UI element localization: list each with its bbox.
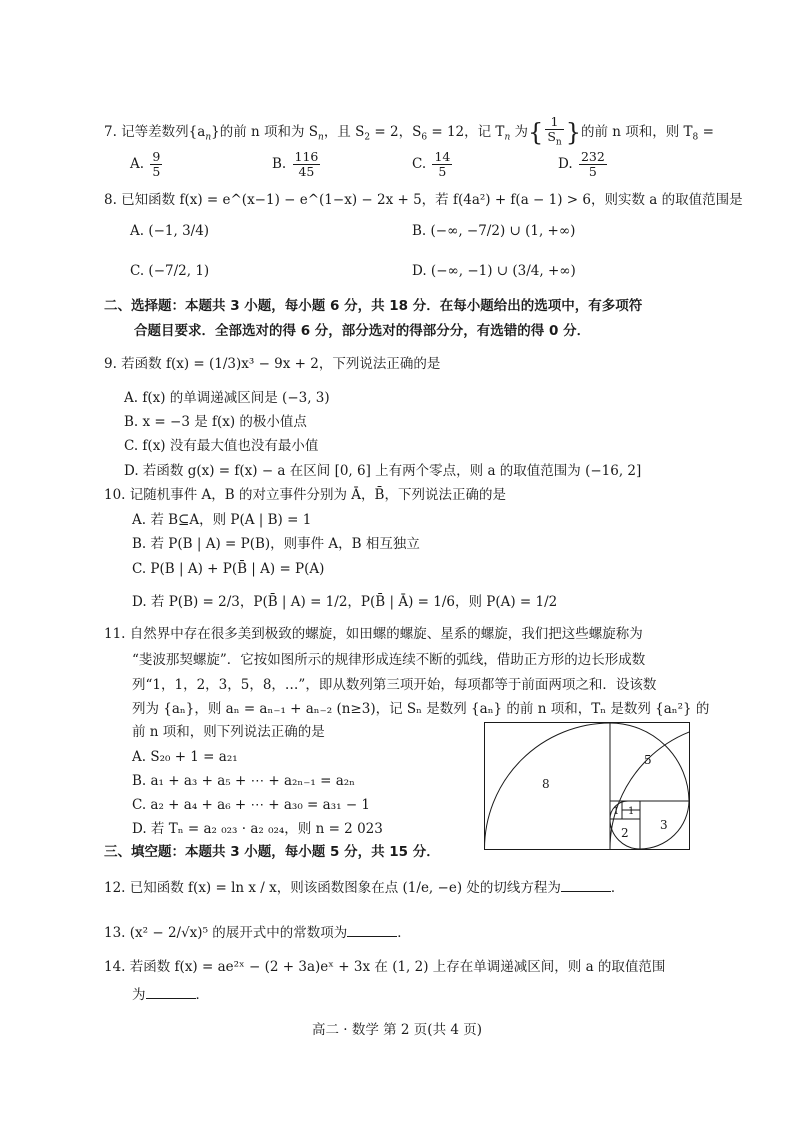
q10-option-b: B. 若 P(B | A) = P(B)，则事件 A，B 相互独立 (132, 536, 420, 552)
q9-stem: 9. 若函数 f(x) = (1/3)x³ − 9x + 2，下列说法正确的是 (104, 356, 441, 372)
q8-option-b: B. (−∞, −7/2) ∪ (1, +∞) (412, 223, 576, 239)
q11-option-a: A. S₂₀ + 1 = a₂₁ (132, 749, 238, 765)
q7-stem: 7. 记等差数列$\{a_n\}$的前 n 项和为 $S_n$，且 $S_2 = 2$，$S_6 = 12$，记 $T_n$ 为{ $\frac{1}{S_n}$ }的前 n 项和，则 $T_8$ = (104, 114, 714, 148)
q12-stem: 12. 已知函数 f(x) = ln x / x，则该函数图象在点 (1/e, −e) 处的切线方程为 ． (104, 880, 625, 896)
fig-label-5: 5 (644, 753, 652, 767)
q8-option-c: C. (−7/2, 1) (130, 263, 210, 279)
fig-label-2: 2 (621, 826, 629, 840)
q11-line-1: 11. 自然界中存在很多美到极致的螺旋，如田螺的螺旋、星系的螺旋，我们把这些螺旋称为 (104, 626, 643, 642)
q13-answer-blank[interactable] (347, 923, 397, 937)
q14-line-1: 14. 若函数 f(x) = ae²ˣ − (2 + 3a)eˣ + 3x 在 (1, 2) 上存在单调递减区间，则 a 的取值范围 (104, 959, 666, 975)
q11-option-c: C. a₂ + a₄ + a₆ + ⋯ + a₃₀ = a₃₁ − 1 (132, 797, 371, 813)
q7-option-b: B. $\frac{116}{45}$ (272, 149, 319, 179)
fibonacci-spiral-figure (484, 722, 690, 850)
section-2-heading: 二、选择题：本题共 3 小题，每小题 6 分，共 18 分．在每小题给出的选项中，有多项符 (104, 298, 643, 314)
q11-option-b: B. a₁ + a₃ + a₅ + ⋯ + a₂ₙ₋₁ = a₂ₙ (132, 773, 355, 789)
q9-option-d: D. 若函数 g(x) = f(x) − a 在区间 [0, 6] 上有两个零点，则 a 的取值范围为 (−16, 2] (124, 463, 642, 479)
q9-option-c: C. f(x) 没有最大值也没有最小值 (124, 438, 319, 454)
q10-option-c: C. P(B | A) + P(B̄ | A) = P(A) (132, 561, 325, 577)
fig-label-8: 8 (542, 777, 550, 791)
q11-line-5: 前 n 项和，则下列说法正确的是 (132, 724, 325, 740)
q12-answer-blank[interactable] (561, 878, 611, 892)
fig-label-1b: 1 (628, 806, 635, 817)
q11-line-4: 列为 {aₙ}，则 aₙ = aₙ₋₁ + aₙ₋₂ (n≥3)，记 Sₙ 是数列 {aₙ} 的前 n 项和，Tₙ 是数列 {aₙ²} 的 (132, 701, 710, 717)
q7-option-c: C. $\frac{14}{5}$ (412, 149, 451, 179)
q11-line-3: 列“1，1，2，3，5，8，…”，即从数列第三项开始，每项都等于前面两项之和．设该数 (132, 677, 657, 693)
q8-option-a: A. (−1, 3/4) (130, 223, 210, 239)
q10-stem: 10. 记随机事件 A，B 的对立事件分别为 Ā，B̄，下列说法正确的是 (104, 487, 506, 503)
q9-option-a: A. f(x) 的单调递减区间是 (−3, 3) (124, 390, 330, 406)
q13-stem: 13. (x² − 2/√x)⁵ 的展开式中的常数项为 ． (104, 925, 411, 941)
q8-option-d: D. (−∞, −1) ∪ (3/4, +∞) (412, 263, 576, 279)
fig-label-1a: 1 (613, 806, 620, 817)
q14-answer-blank[interactable] (146, 985, 196, 999)
q11-line-2: “斐波那契螺旋”．它按如图所示的规律形成连续不断的弧线，借助正方形的边长形成数 (132, 652, 646, 668)
section-3-heading: 三、填空题：本题共 3 小题，每小题 5 分，共 15 分． (104, 844, 440, 860)
q7-option-a: A. $\frac{9}{5}$ (130, 149, 161, 179)
fig-label-3: 3 (660, 818, 668, 832)
q14-line-2: 为 ． (132, 987, 209, 1003)
q9-option-b: B. x = −3 是 f(x) 的极小值点 (124, 414, 307, 430)
q11-option-d: D. 若 Tₙ = a₂ ₀₂₃ · a₂ ₀₂₄，则 n = 2 023 (132, 821, 383, 837)
page-footer: 高二 · 数学 第 2 页(共 4 页) (311, 1022, 483, 1038)
q7-option-d: D. $\frac{232}{5}$ (558, 149, 605, 179)
q8-stem: 8. 已知函数 f(x) = e^(x−1) − e^(1−x) − 2x + 5，若 f(4a²) + f(a − 1) > 6，则实数 a 的取值范围是 (104, 192, 743, 208)
q10-option-a: A. 若 B⊆A，则 P(A | B) = 1 (132, 512, 312, 528)
q10-option-d: D. 若 P(B) = 2/3，P(B̄ | A) = 1/2，P(B̄ | Ā) = 1/6，则 P(A) = 1/2 (132, 594, 558, 610)
section-2-heading-cont: 合题目要求．全部选对的得 6 分，部分选对的得部分分，有选错的得 0 分． (134, 323, 591, 339)
